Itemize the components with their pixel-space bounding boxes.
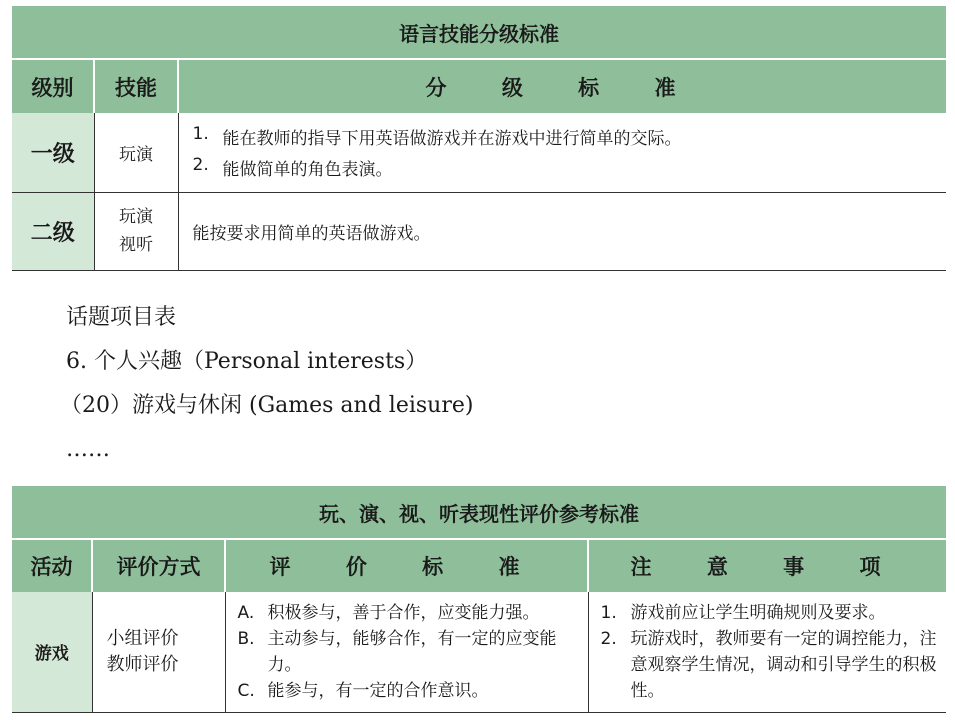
header-level: 级别 — [12, 59, 94, 113]
skill-table-title: 语言技能分级标准 — [12, 6, 946, 59]
evaluation-table-title: 玩、演、视、听表现性评价参考标准 — [12, 486, 946, 539]
table-row — [12, 592, 946, 712]
header-skill: 技能 — [94, 59, 178, 113]
list-item: C. 能参与，有一定的合作意识。 — [237, 680, 489, 701]
skill-cell: 玩演 — [94, 113, 178, 192]
topic-ellipsis: …… — [66, 437, 110, 462]
topic-heading: 话题项目表 — [66, 305, 177, 330]
list-item: 2. 能做简单的角色表演。 — [192, 155, 393, 181]
skill-cell: 玩演 视听 — [94, 192, 178, 270]
list-item: 1. 能在教师的指导下用英语做游戏并在游戏中进行简单的交际。 — [192, 124, 682, 150]
table-row — [12, 192, 946, 270]
level-cell: 二级 — [12, 192, 94, 270]
criteria-cell — [225, 592, 588, 712]
evaluation-table — [12, 486, 946, 713]
list-item: 1. 游戏前应让学生明确规则及要求。 — [600, 602, 886, 623]
activity-cell: 游戏 — [12, 592, 92, 712]
list-item: A. 积极参与，善于合作，应变能力强。 — [237, 602, 540, 623]
header-notes: 注 意 事 项 — [588, 539, 946, 592]
notes-cell — [588, 592, 946, 712]
table-row — [12, 113, 946, 192]
list-item: 2. 玩游戏时，教师要有一定的调控能力，注意观察学生情况，调动和引导学生的积极性。 — [600, 628, 937, 701]
skill-level-table — [12, 6, 946, 271]
topic-item: 6. 个人兴趣（Personal interests） — [66, 349, 428, 374]
header-criteria: 评 价 标 准 — [225, 539, 588, 592]
method-cell: 小组评价 教师评价 — [92, 592, 225, 712]
level-cell: 一级 — [12, 113, 94, 192]
standard-cell — [178, 113, 946, 192]
list-item: B. 主动参与，能够合作，有一定的应变能力。 — [237, 628, 557, 675]
header-method: 评价方式 — [92, 539, 225, 592]
header-standard: 分 级 标 准 — [178, 59, 946, 113]
standard-cell: 能按要求用简单的英语做游戏。 — [178, 192, 946, 270]
topic-subitem: （20）游戏与休闲 (Games and leisure) — [60, 393, 474, 418]
header-activity: 活动 — [12, 539, 92, 592]
topic-list — [60, 296, 474, 472]
